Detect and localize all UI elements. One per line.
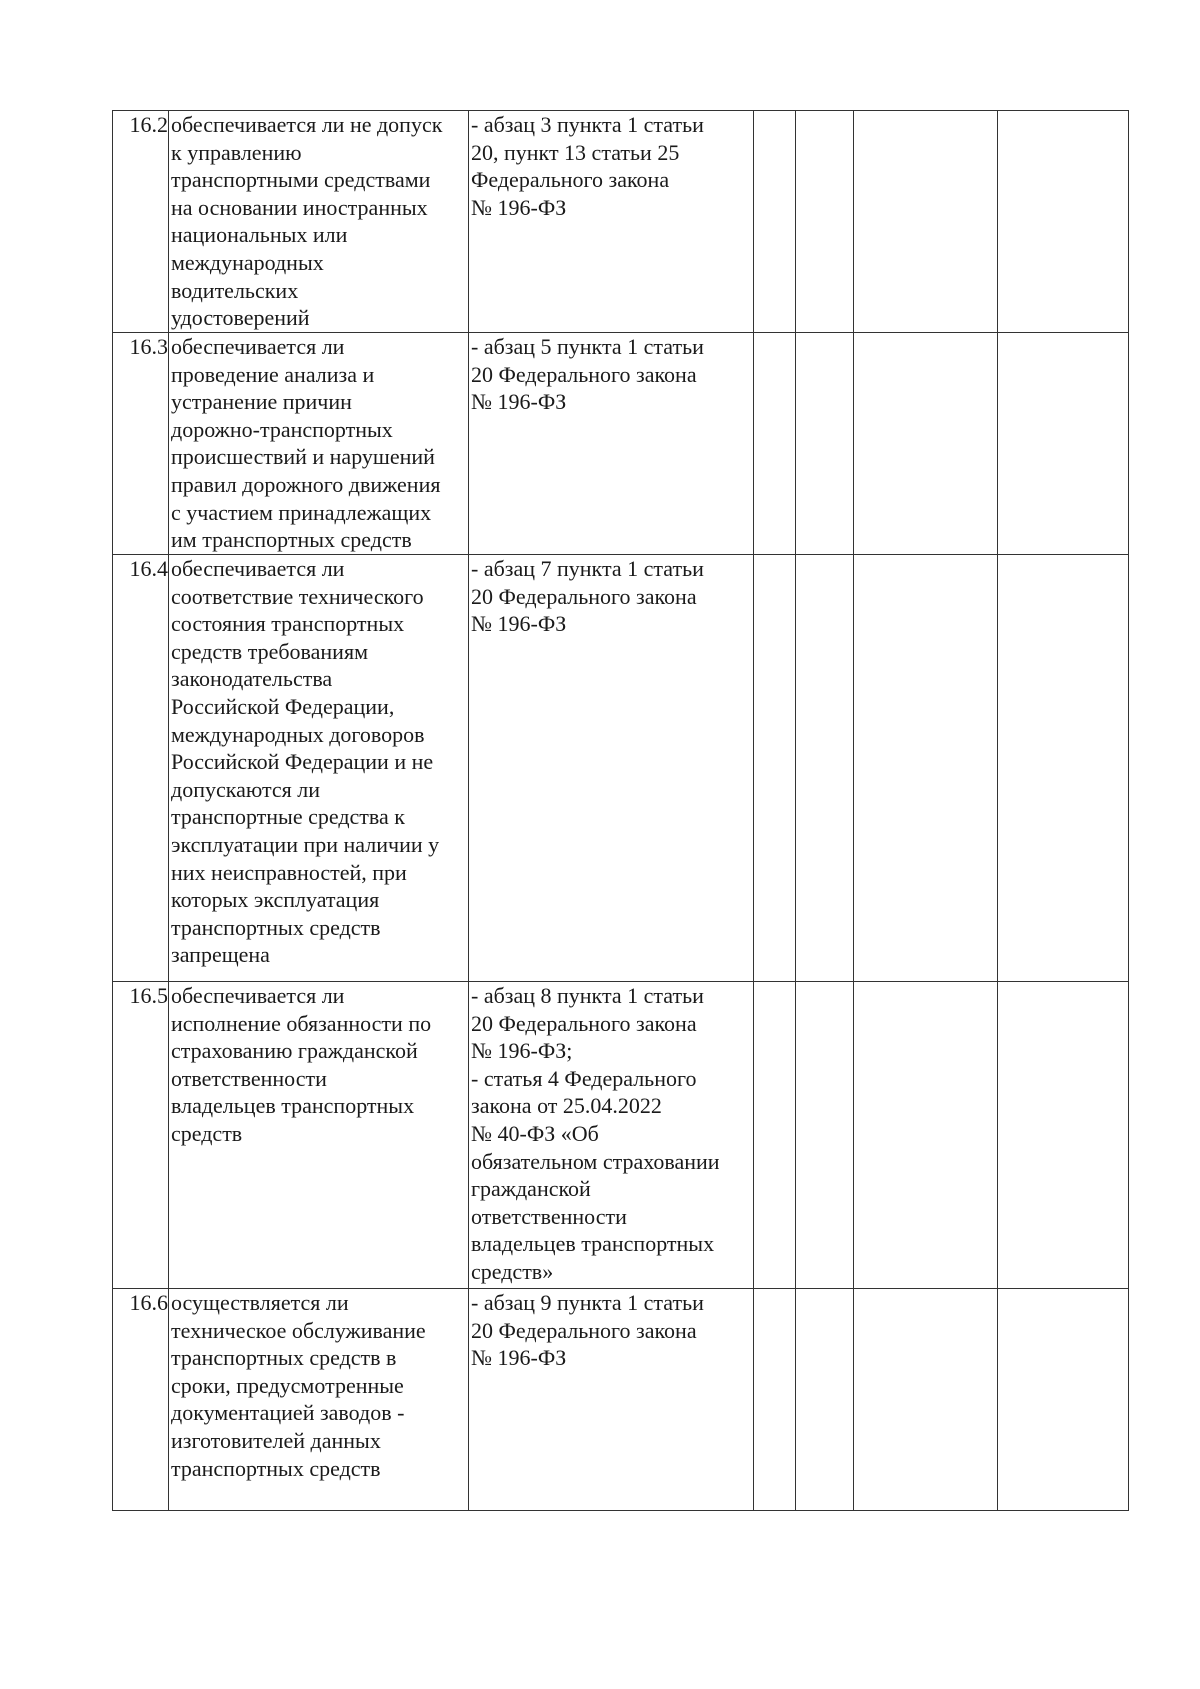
not-applicable-cell[interactable] xyxy=(854,555,998,982)
question-cell: обеспечивается ли не допуск к управлению транспортными средствами на основании иностранных национальных или международных водительских удостоверений xyxy=(169,111,469,333)
question-cell: осуществляется ли техническое обслуживание транспортных средств в сроки, предусмотренные документацией заводов - изготовителей данных транспортных средств xyxy=(169,1289,469,1511)
legal-reference-cell: - абзац 7 пункта 1 статьи 20 Федерального закона № 196-ФЗ xyxy=(469,555,754,982)
note-cell[interactable] xyxy=(998,555,1129,982)
answer-no-cell[interactable] xyxy=(796,111,854,333)
answer-yes-cell[interactable] xyxy=(754,555,796,982)
not-applicable-cell[interactable] xyxy=(854,111,998,333)
item-number: 16.4 xyxy=(113,555,169,982)
table-row xyxy=(113,111,1129,333)
not-applicable-cell[interactable] xyxy=(854,982,998,1289)
table-row xyxy=(113,555,1129,982)
legal-reference-cell: - абзац 5 пункта 1 статьи 20 Федерального закона № 196-ФЗ xyxy=(469,333,754,555)
answer-yes-cell[interactable] xyxy=(754,1289,796,1511)
answer-yes-cell[interactable] xyxy=(754,982,796,1289)
question-cell: обеспечивается ли проведение анализа и устранение причин дорожно-транспортных происшествий и нарушений правил дорожного движения с участием принадлежащих им транспортных средств xyxy=(169,333,469,555)
not-applicable-cell[interactable] xyxy=(854,1289,998,1511)
table-row xyxy=(113,1289,1129,1511)
item-number: 16.2 xyxy=(113,111,169,333)
note-cell[interactable] xyxy=(998,982,1129,1289)
answer-no-cell[interactable] xyxy=(796,333,854,555)
item-number: 16.6 xyxy=(113,1289,169,1511)
answer-no-cell[interactable] xyxy=(796,1289,854,1511)
table-row xyxy=(113,333,1129,555)
answer-no-cell[interactable] xyxy=(796,555,854,982)
table-row xyxy=(113,982,1129,1289)
answer-yes-cell[interactable] xyxy=(754,111,796,333)
legal-reference-cell: - абзац 9 пункта 1 статьи 20 Федерального закона № 196-ФЗ xyxy=(469,1289,754,1511)
question-cell: обеспечивается ли исполнение обязанности по страхованию гражданской ответственности владельцев транспортных средств xyxy=(169,982,469,1289)
answer-yes-cell[interactable] xyxy=(754,333,796,555)
checklist-table xyxy=(112,110,1129,1511)
item-number: 16.3 xyxy=(113,333,169,555)
answer-no-cell[interactable] xyxy=(796,982,854,1289)
question-cell: обеспечивается ли соответствие технического состояния транспортных средств требованиям законодательства Российской Федерации, международных договоров Российской Федерации и не допускаются ли транспортные средства к эксплуатации при наличии у них неисправностей, при которых эксплуатация транспортных средств запрещена xyxy=(169,555,469,982)
note-cell[interactable] xyxy=(998,333,1129,555)
note-cell[interactable] xyxy=(998,1289,1129,1511)
note-cell[interactable] xyxy=(998,111,1129,333)
not-applicable-cell[interactable] xyxy=(854,333,998,555)
legal-reference-cell: - абзац 3 пункта 1 статьи 20, пункт 13 статьи 25 Федерального закона № 196-ФЗ xyxy=(469,111,754,333)
item-number: 16.5 xyxy=(113,982,169,1289)
legal-reference-cell: - абзац 8 пункта 1 статьи 20 Федерального закона № 196-ФЗ; - статья 4 Федерального закона от 25.04.2022 № 40-ФЗ «Об обязательном страховании гражданской ответственности владельцев транспортных средств» xyxy=(469,982,754,1289)
